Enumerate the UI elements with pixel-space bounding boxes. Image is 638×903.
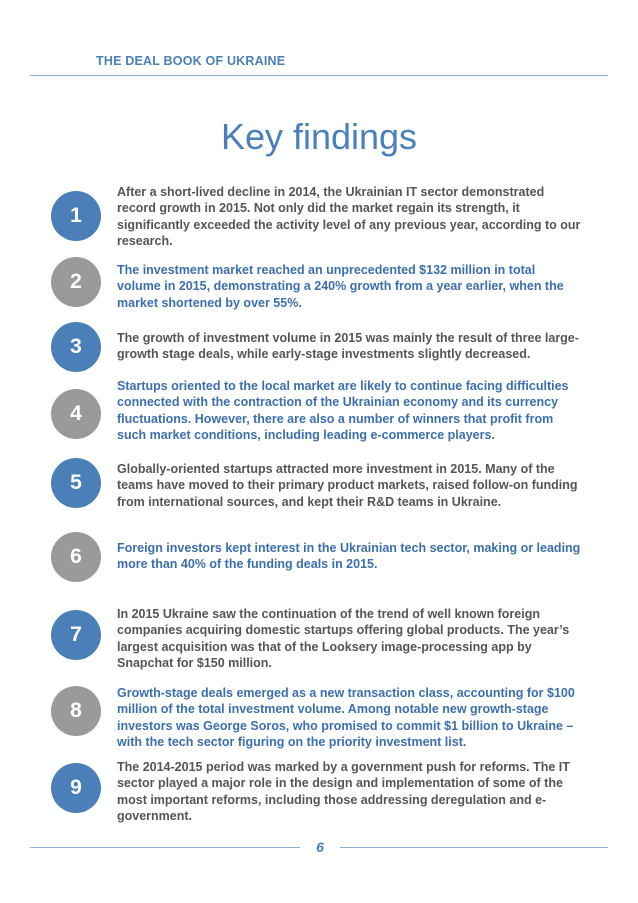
finding-number-badge: 5 <box>51 458 101 508</box>
finding-text: Globally-oriented startups attracted more investment in 2015. Many of the teams have moved to their primary product markets, raised follow-on funding from international sources, and kept their R&D teams in Ukraine. <box>117 462 578 509</box>
finding-number-badge: 4 <box>51 389 101 439</box>
finding-text: The growth of investment volume in 2015 was mainly the result of three large-growth stage deals, while early-stage investments slightly decreased. <box>117 331 579 362</box>
finding-text: The 2014-2015 period was marked by a government push for reforms. The IT sector played a major role in the design and implementation of some of the most important reforms, including those addressing deregulation and e-government. <box>117 760 570 823</box>
finding-text: Foreign investors kept interest in the Ukrainian tech sector, making or leading more than 40% of the funding deals in 2015. <box>117 541 581 572</box>
finding-number-badge: 7 <box>51 610 101 660</box>
header-title: THE DEAL BOOK OF UKRAINE <box>96 54 286 68</box>
finding-text: The investment market reached an unprecedented $132 million in total volume in 2015, demonstrating a 240% growth from a year earlier, when the market shortened by over 55%. <box>117 263 564 310</box>
finding-number-badge: 8 <box>51 686 101 736</box>
finding-number-badge: 9 <box>51 763 101 813</box>
finding-number-badge: 2 <box>51 257 101 307</box>
header-divider <box>30 75 608 76</box>
finding-number-badge: 1 <box>51 191 101 241</box>
footer-divider-right <box>340 847 608 848</box>
finding-text: In 2015 Ukraine saw the continuation of the trend of well known foreign companies acquiring domestic startups offering global products. The year’s largest acquisition was that of the Looksery image-processing app by Snapchat for $150 million. <box>117 607 570 670</box>
finding-number-badge: 6 <box>51 532 101 582</box>
finding-number-badge: 3 <box>51 322 101 372</box>
finding-text: Growth-stage deals emerged as a new transaction class, accounting for $100 million of the total investment volume. Among notable new growth-stage investors was George Soros, who promised to commit $1 billion to Ukraine – with the tech sector figuring on the priority investment list. <box>117 686 575 749</box>
page-number: 6 <box>316 839 324 855</box>
footer-divider-left <box>30 847 300 848</box>
page-title: Key findings <box>220 116 418 157</box>
finding-text: After a short-lived decline in 2014, the Ukrainian IT sector demonstrated record growth in 2015. Not only did the market regain its strength, it significantly exceeded the activity level of any previous year, according to our research. <box>117 185 581 248</box>
finding-text: Startups oriented to the local market are likely to continue facing difficulties connected with the contraction of the Ukrainian economy and its currency fluctuations. However, there are also a number of winners that profit from such market conditions, including leading e-commerce players. <box>117 379 569 442</box>
